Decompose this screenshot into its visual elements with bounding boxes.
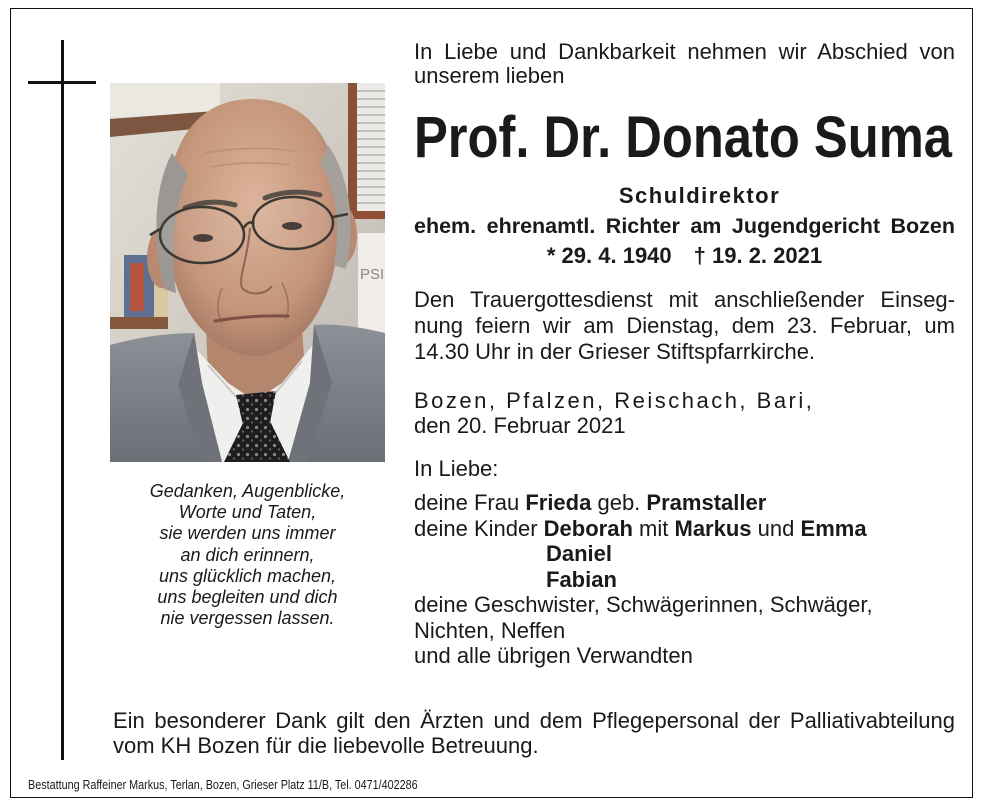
mourner-child [414, 567, 955, 593]
poem-line: sie werden uns immer [159, 523, 336, 544]
cross-vertical-bar [61, 40, 64, 760]
profession: Schuldirektor [618, 183, 781, 208]
life-dates [414, 243, 955, 269]
birth-date: * 29. 4. 1940 [546, 243, 672, 268]
deceased-name: Prof. Dr. Donato Suma [414, 105, 952, 170]
mourner-child [414, 541, 955, 567]
service-line: 14.30 Uhr in der Grieser Stiftspfarrkirche. [414, 339, 816, 364]
thanks-text [113, 708, 955, 758]
memorial-poem [110, 481, 385, 629]
poem-line: nie vergessen lassen. [160, 608, 335, 629]
intro-line: In Liebe und Dankbarkeit nehmen wir Abschied von [414, 39, 955, 64]
mourner-relatives: und alle übrigen Verwandten [414, 643, 693, 668]
cross-horizontal-bar [28, 81, 96, 84]
thanks-line: Ein besonderer Dank gilt den Ärzten und dem Pflegepersonal der Palliativabteilung [113, 708, 955, 733]
connector-word: mit [639, 515, 669, 541]
wife-prefix: deine Frau [414, 490, 520, 515]
mourners-list [414, 490, 955, 669]
mourner-siblings: deine Geschwister, Schwägerinnen, Schwäger, [414, 592, 873, 617]
grandchild-name: Emma [800, 515, 867, 541]
wall-poster [358, 233, 385, 343]
mourner-children [414, 516, 955, 542]
death-date: † 19. 2. 2021 [693, 243, 823, 268]
child-name: Fabian [546, 566, 617, 592]
places: Bozen, Pfalzen, Reischach, Bari, [414, 388, 815, 413]
poem-line: Worte und Taten, [178, 502, 317, 523]
partner-name: Markus [674, 515, 752, 541]
wife-maiden-name: Pramstaller [646, 490, 767, 515]
notice-date: den 20. Februar 2021 [414, 413, 626, 438]
service-line: nung feiern wir am Dienstag, dem 23. Februar, um [414, 313, 955, 338]
place-and-date [414, 388, 955, 438]
poster-lettering: PSI [360, 266, 385, 283]
wife-born-as: geb. [597, 490, 641, 515]
intro-line: unserem lieben [414, 63, 565, 88]
child-name: Daniel [546, 541, 613, 566]
children-prefix: deine Kinder [414, 515, 538, 541]
honorary-role: ehem. ehrenamtl. Richter am Jugendgericht Bozen [414, 214, 955, 238]
poem-line: Gedanken, Augenblicke, [149, 481, 346, 501]
mourner-nieces-nephews: Nichten, Neffen [414, 617, 566, 643]
funeral-service-text [414, 287, 955, 365]
portrait-image [110, 83, 385, 462]
child-name: Deborah [543, 515, 633, 541]
intro-text [414, 40, 955, 88]
connector-word: und [757, 515, 795, 541]
service-line: Den Trauergottesdienst mit anschließender Einseg- [414, 287, 955, 312]
wife-name: Frieda [525, 490, 592, 515]
poem-line: an dich erinnern, [180, 544, 315, 565]
portrait-photo [110, 83, 385, 462]
thanks-line: vom KH Bozen für die liebevolle Betreuung. [113, 733, 539, 758]
funeral-home-footer: Bestattung Raffeiner Markus, Terlan, Bozen, Grieser Platz 11/B, Tel. 0471/402286 [28, 777, 418, 792]
cross-icon [28, 40, 96, 760]
poem-line: uns begleiten und dich [157, 587, 338, 608]
mourner-wife [414, 490, 955, 516]
mourners-heading: In Liebe: [414, 456, 499, 481]
poem-line: uns glücklich machen, [158, 565, 337, 586]
